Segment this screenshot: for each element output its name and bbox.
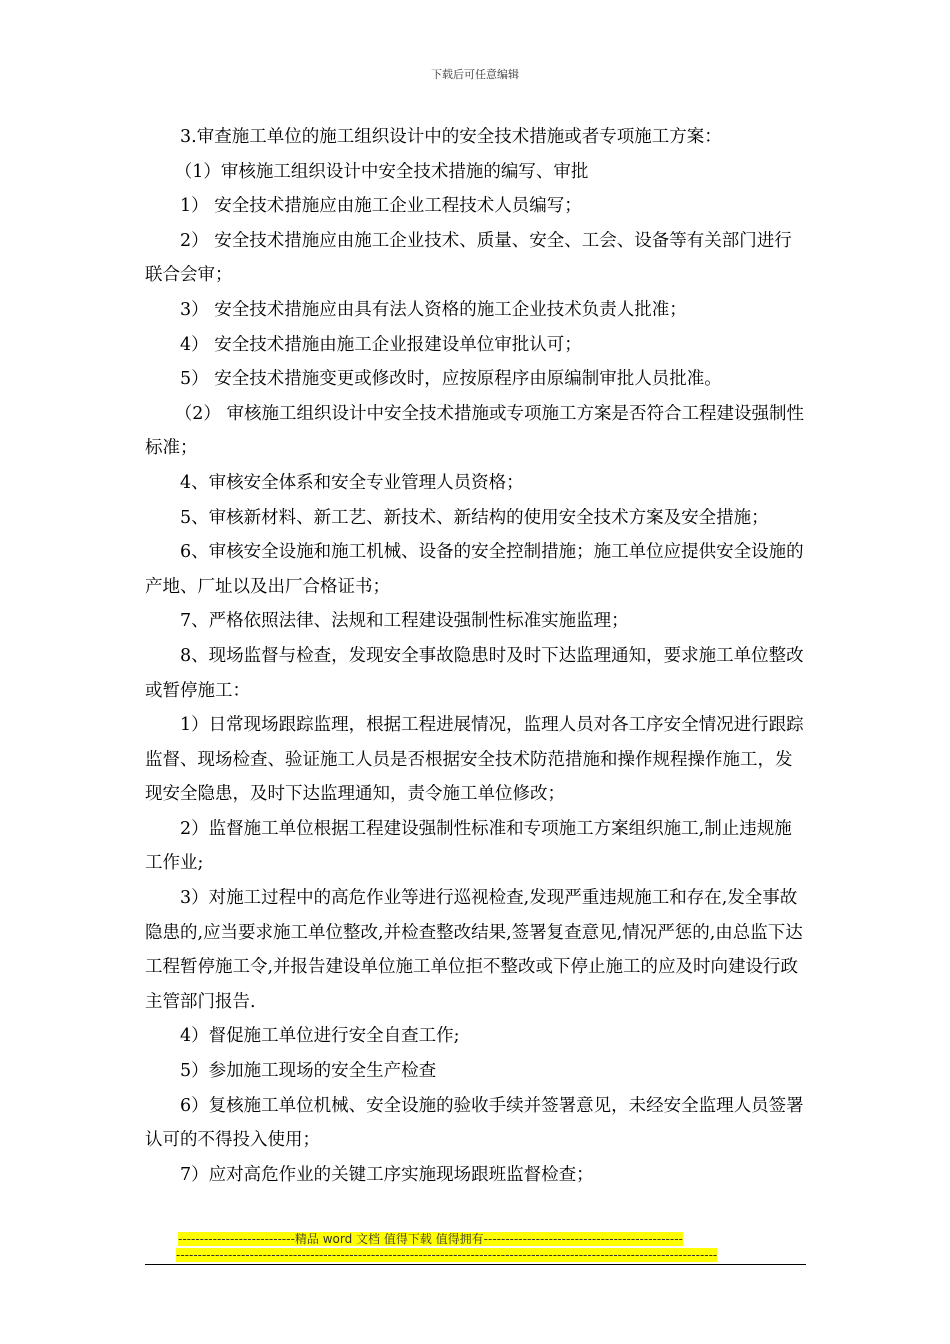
paragraph: 8、现场监督与检查，发现安全事故隐患时及时下达监理通知，要求施工单位整改或暂停施工： bbox=[145, 645, 804, 701]
paragraph: 4）督促施工单位进行安全自查工作; bbox=[180, 1026, 460, 1047]
paragraph: 4） 安全技术措施由施工企业报建设单位审批认可； bbox=[180, 334, 582, 355]
paragraph: 6）复核施工单位机械、安全设施的验收手续并签署意见，未经安全监理人员签署认可的不得投入使用； bbox=[145, 1095, 804, 1151]
footer-banner-line-1 bbox=[178, 1232, 760, 1246]
paragraph: 5） 安全技术措施变更或修改时，应按原程序由原编制审批人员批准。 bbox=[180, 369, 722, 390]
paragraph: 7）应对高危作业的关键工序实施现场跟班监督检查； bbox=[180, 1164, 594, 1185]
paragraph: 5、审核新材料、新工艺、新技术、新结构的使用安全技术方案及安全措施； bbox=[180, 507, 769, 528]
footer-rule bbox=[145, 1264, 806, 1265]
paragraph: 1） 安全技术措施应由施工企业工程技术人员编写； bbox=[180, 196, 582, 217]
footer-banner-text: ---------------------------精品 word 文档 值得下载 值得拥有---------------------------------------------- bbox=[178, 1232, 683, 1246]
paragraph: 5）参加施工现场的安全生产检查 bbox=[180, 1061, 437, 1082]
paragraph: 7、严格依照法律、法规和工程建设强制性标准实施监理； bbox=[180, 611, 629, 632]
paragraph: （2） 审核施工组织设计中安全技术措施或专项施工方案是否符合工程建设强制性标准； bbox=[145, 403, 804, 459]
paragraph: 2）监督施工单位根据工程建设强制性标准和专项施工方案组织施工,制止违规施工作业; bbox=[145, 818, 792, 874]
paragraph: 3.审查施工单位的施工组织设计中的安全技术措施或者专项施工方案： bbox=[180, 127, 722, 147]
paragraph: （1）审核施工组织设计中安全技术措施的编写、审批 bbox=[174, 161, 589, 182]
paragraph: 6、审核安全设施和施工机械、设备的安全控制措施；施工单位应提供安全设施的产地、厂址以及出厂合格证书； bbox=[145, 542, 804, 597]
paragraph: 4、审核安全体系和安全专业管理人员资格； bbox=[180, 472, 524, 493]
header-note: 下载后可任意编辑 bbox=[431, 68, 519, 81]
paragraph: 2） 安全技术措施应由施工企业技术、质量、安全、工会、设备等有关部门进行联合会审； bbox=[145, 230, 792, 286]
document-body bbox=[145, 120, 809, 1192]
paragraph: 3）对施工过程中的高危作业等进行巡视检查,发现严重违规施工和存在,发全事故隐患的,应当要求施工单位整改,并检查整改结果,签署复查意见,情况严惩的,由总监下达工程暂停施工令,并报告建设单位施工单位拒不整改或下停止施工的应及时向建设行政主管部门报告. bbox=[145, 888, 803, 1012]
paragraph: 1）日常现场跟踪监理，根据工程进展情况，监理人员对各工序安全情况进行跟踪监督、现场检查、验证施工人员是否根据安全技术防范措施和操作规程操作施工，发现安全隐患，及时下达监理通知，责令施工单位修改； bbox=[145, 715, 804, 805]
footer-banner-dashes: ----------------------------------------------------------------------------------------------------------------------------- bbox=[176, 1248, 718, 1262]
footer-banner-line-2 bbox=[176, 1248, 774, 1262]
paragraph: 3） 安全技术措施应由具有法人资格的施工企业技术负责人批准； bbox=[180, 299, 687, 320]
